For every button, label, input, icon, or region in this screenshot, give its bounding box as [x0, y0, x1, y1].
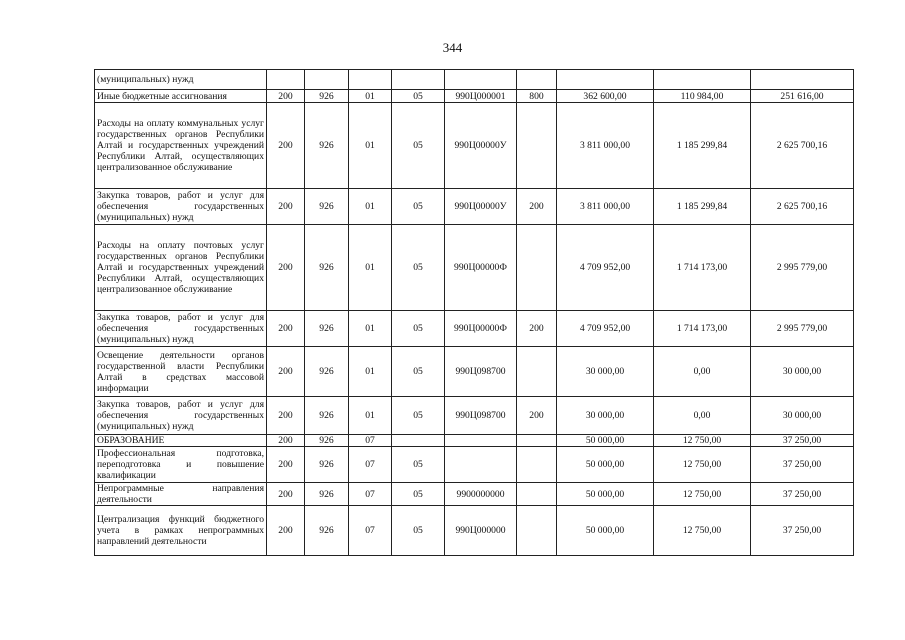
- cell-admin-code: [305, 70, 349, 90]
- cell-section: 01: [349, 397, 392, 435]
- row-description: Закупка товаров, работ и услуг для обеспечения государственных (муниципальных) нужд: [95, 189, 267, 225]
- row-description: Закупка товаров, работ и услуг для обеспечения государственных (муниципальных) нужд: [95, 311, 267, 347]
- cell-admin-code: 926: [305, 311, 349, 347]
- cell-executed-amount: 12 750,00: [654, 435, 751, 447]
- row-description: (муниципальных) нужд: [95, 70, 267, 90]
- cell-subsection: 05: [392, 506, 445, 556]
- cell-section: 07: [349, 435, 392, 447]
- cell-executed-amount: 1 714 173,00: [654, 225, 751, 311]
- row-description: Освещение деятельности органов государственной власти Республики Алтай в средствах массовой информации: [95, 347, 267, 397]
- cell-remaining-amount: 2 995 779,00: [751, 311, 854, 347]
- cell-remaining-amount: 37 250,00: [751, 483, 854, 506]
- cell-target-article: [445, 447, 517, 483]
- cell-subsection: 05: [392, 447, 445, 483]
- cell-expense-type: [517, 483, 557, 506]
- cell-target-article: 990Ц000001: [445, 90, 517, 103]
- cell-admin-code: 926: [305, 435, 349, 447]
- cell-remaining-amount: 37 250,00: [751, 506, 854, 556]
- cell-section: 01: [349, 347, 392, 397]
- cell-executed-amount: 110 984,00: [654, 90, 751, 103]
- row-description: Централизация функций бюджетного учета в рамках непрограммных направлений деятельности: [95, 506, 267, 556]
- page-number: 344: [442, 40, 463, 55]
- cell-admin-code: 926: [305, 447, 349, 483]
- cell-code-200: 200: [267, 103, 305, 189]
- cell-plan-amount: 50 000,00: [557, 435, 654, 447]
- cell-plan-amount: 4 709 952,00: [557, 311, 654, 347]
- cell-plan-amount: 30 000,00: [557, 347, 654, 397]
- cell-target-article: 990Ц00000У: [445, 103, 517, 189]
- cell-plan-amount: 3 811 000,00: [557, 189, 654, 225]
- cell-target-article: 990Ц00000У: [445, 189, 517, 225]
- cell-target-article: [445, 70, 517, 90]
- cell-target-article: 9900000000: [445, 483, 517, 506]
- cell-expense-type: [517, 103, 557, 189]
- cell-plan-amount: 50 000,00: [557, 447, 654, 483]
- table-row: [95, 483, 854, 506]
- cell-code-200: 200: [267, 483, 305, 506]
- cell-code-200: 200: [267, 347, 305, 397]
- cell-subsection: 05: [392, 189, 445, 225]
- table-row: [95, 311, 854, 347]
- cell-code-200: 200: [267, 397, 305, 435]
- cell-plan-amount: 3 811 000,00: [557, 103, 654, 189]
- cell-admin-code: 926: [305, 347, 349, 397]
- row-description: ОБРАЗОВАНИЕ: [95, 435, 267, 447]
- cell-code-200: 200: [267, 90, 305, 103]
- cell-target-article: 990Ц00000Ф: [445, 311, 517, 347]
- cell-remaining-amount: [751, 70, 854, 90]
- cell-executed-amount: 1 714 173,00: [654, 311, 751, 347]
- cell-subsection: [392, 70, 445, 90]
- table-row: [95, 103, 854, 189]
- cell-admin-code: 926: [305, 189, 349, 225]
- cell-subsection: 05: [392, 225, 445, 311]
- cell-section: 01: [349, 225, 392, 311]
- cell-remaining-amount: 37 250,00: [751, 435, 854, 447]
- cell-target-article: 990Ц00000Ф: [445, 225, 517, 311]
- cell-subsection: [392, 435, 445, 447]
- cell-code-200: 200: [267, 506, 305, 556]
- cell-remaining-amount: 2 625 700,16: [751, 103, 854, 189]
- cell-subsection: 05: [392, 483, 445, 506]
- cell-code-200: 200: [267, 311, 305, 347]
- cell-remaining-amount: 30 000,00: [751, 397, 854, 435]
- cell-admin-code: 926: [305, 397, 349, 435]
- cell-executed-amount: 12 750,00: [654, 447, 751, 483]
- budget-table: [94, 69, 854, 556]
- row-description: Расходы на оплату коммунальных услуг государственных органов Республики Алтай и государственных учреждений Республики Алтай, осуществляющих централизованное обслуживание: [95, 103, 267, 189]
- cell-expense-type: [517, 447, 557, 483]
- cell-section: 07: [349, 447, 392, 483]
- cell-executed-amount: [654, 70, 751, 90]
- cell-subsection: 05: [392, 347, 445, 397]
- cell-target-article: 990Ц098700: [445, 397, 517, 435]
- cell-admin-code: 926: [305, 506, 349, 556]
- cell-section: 01: [349, 189, 392, 225]
- cell-code-200: 200: [267, 447, 305, 483]
- cell-section: 07: [349, 483, 392, 506]
- cell-executed-amount: 1 185 299,84: [654, 189, 751, 225]
- cell-expense-type: [517, 347, 557, 397]
- cell-plan-amount: [557, 70, 654, 90]
- cell-expense-type: 200: [517, 311, 557, 347]
- cell-expense-type: 200: [517, 189, 557, 225]
- cell-admin-code: 926: [305, 90, 349, 103]
- cell-section: [349, 70, 392, 90]
- cell-admin-code: 926: [305, 225, 349, 311]
- cell-expense-type: 200: [517, 397, 557, 435]
- cell-code-200: 200: [267, 189, 305, 225]
- cell-executed-amount: 0,00: [654, 397, 751, 435]
- row-description: Непрограммные направления деятельности: [95, 483, 267, 506]
- row-description: Расходы на оплату почтовых услуг государственных органов Республики Алтай и государственных учреждений Республики Алтай, осуществляющих централизованное обслуживание: [95, 225, 267, 311]
- cell-expense-type: [517, 70, 557, 90]
- table-row: [95, 347, 854, 397]
- cell-executed-amount: 1 185 299,84: [654, 103, 751, 189]
- cell-expense-type: [517, 225, 557, 311]
- cell-subsection: 05: [392, 397, 445, 435]
- row-description: Иные бюджетные ассигнования: [95, 90, 267, 103]
- table-row: [95, 506, 854, 556]
- cell-remaining-amount: 30 000,00: [751, 347, 854, 397]
- table-row: [95, 447, 854, 483]
- row-description: Профессиональная подготовка, переподготовка и повышение квалификации: [95, 447, 267, 483]
- cell-subsection: 05: [392, 90, 445, 103]
- cell-section: 01: [349, 103, 392, 189]
- cell-plan-amount: 30 000,00: [557, 397, 654, 435]
- cell-expense-type: [517, 506, 557, 556]
- cell-subsection: 05: [392, 103, 445, 189]
- cell-remaining-amount: 37 250,00: [751, 447, 854, 483]
- table-row: [95, 70, 854, 90]
- cell-target-article: 990Ц098700: [445, 347, 517, 397]
- cell-section: 07: [349, 506, 392, 556]
- cell-plan-amount: 4 709 952,00: [557, 225, 654, 311]
- row-description: Закупка товаров, работ и услуг для обеспечения государственных (муниципальных) нужд: [95, 397, 267, 435]
- cell-code-200: 200: [267, 435, 305, 447]
- cell-code-200: [267, 70, 305, 90]
- table-row: [95, 397, 854, 435]
- cell-admin-code: 926: [305, 483, 349, 506]
- cell-admin-code: 926: [305, 103, 349, 189]
- table-row: [95, 189, 854, 225]
- cell-plan-amount: 362 600,00: [557, 90, 654, 103]
- cell-subsection: 05: [392, 311, 445, 347]
- table-row: [95, 435, 854, 447]
- cell-executed-amount: 0,00: [654, 347, 751, 397]
- cell-remaining-amount: 2 625 700,16: [751, 189, 854, 225]
- cell-section: 01: [349, 311, 392, 347]
- table-row: [95, 90, 854, 103]
- cell-code-200: 200: [267, 225, 305, 311]
- table-row: [95, 225, 854, 311]
- cell-remaining-amount: 2 995 779,00: [751, 225, 854, 311]
- cell-target-article: 990Ц000000: [445, 506, 517, 556]
- cell-expense-type: [517, 435, 557, 447]
- cell-executed-amount: 12 750,00: [654, 506, 751, 556]
- cell-expense-type: 800: [517, 90, 557, 103]
- cell-plan-amount: 50 000,00: [557, 506, 654, 556]
- cell-plan-amount: 50 000,00: [557, 483, 654, 506]
- cell-target-article: [445, 435, 517, 447]
- cell-executed-amount: 12 750,00: [654, 483, 751, 506]
- cell-section: 01: [349, 90, 392, 103]
- cell-remaining-amount: 251 616,00: [751, 90, 854, 103]
